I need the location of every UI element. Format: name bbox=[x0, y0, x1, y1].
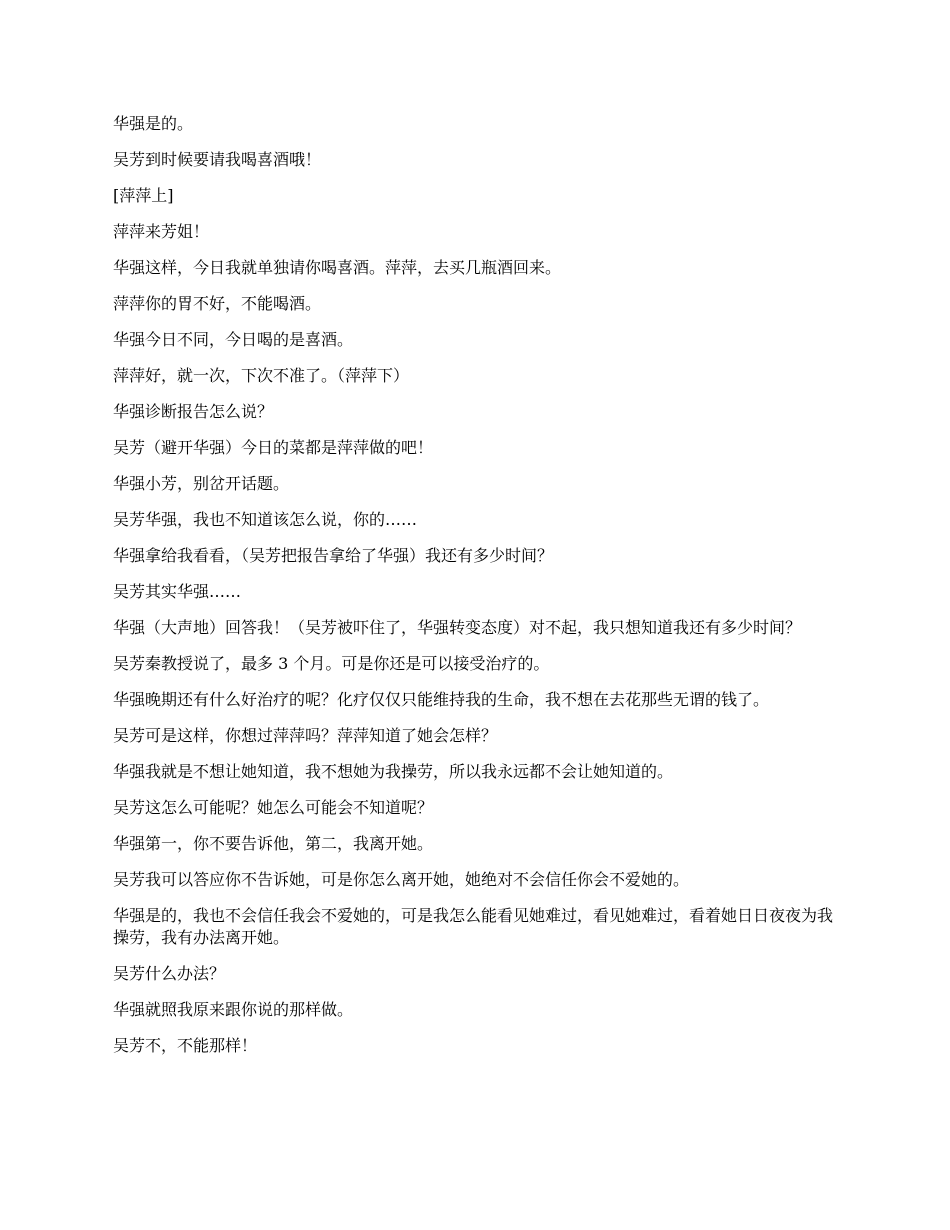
dialogue-line: 吴芳华强，我也不知道该怎么说，你的…… bbox=[113, 510, 418, 529]
dialogue-line: 吴芳不，不能那样！ bbox=[113, 1036, 258, 1055]
dialogue-line: 华强（大声地）回答我！（吴芳被吓住了，华强转变态度）对不起，我只想知道我还有多少时间？ bbox=[113, 618, 802, 637]
dialogue-line: 华强拿给我看看，（吴芳把报告拿给了华强）我还有多少时间？ bbox=[113, 546, 554, 565]
dialogue-line: 华强这样，今日我就单独请你喝喜酒。萍萍，去买几瓶酒回来。 bbox=[113, 258, 562, 277]
dialogue-line: 华强晚期还有什么好治疗的呢？化疗仅仅只能维持我的生命，我不想在去花那些无谓的钱了。 bbox=[113, 690, 770, 709]
dialogue-line: 吴芳这怎么可能呢？她怎么可能会不知道呢？ bbox=[113, 798, 434, 817]
dialogue-line: 华强诊断报告怎么说？ bbox=[113, 402, 274, 421]
script-text-body bbox=[113, 113, 843, 1071]
dialogue-line: 吴芳可是这样，你想过萍萍吗？萍萍知道了她会怎样？ bbox=[113, 726, 498, 745]
dialogue-line: 萍萍来芳姐！ bbox=[113, 222, 210, 241]
dialogue-line: 吴芳我可以答应你不告诉她，可是你怎么离开她，她绝对不会信任你会不爱她的。 bbox=[113, 870, 690, 889]
dialogue-line: 吴芳什么办法？ bbox=[113, 964, 226, 983]
dialogue-line: 吴芳秦教授说了，最多 3 个月。可是你还是可以接受治疗的。 bbox=[113, 654, 550, 673]
dialogue-line: 萍萍你的胃不好，不能喝酒。 bbox=[113, 294, 322, 313]
dialogue-line: 萍萍好，就一次，下次不准了。（萍萍下） bbox=[113, 366, 410, 385]
dialogue-line: 华强是的。 bbox=[113, 114, 194, 133]
dialogue-line: 华强小芳，别岔开话题。 bbox=[113, 474, 290, 493]
dialogue-line: 吴芳其实华强…… bbox=[113, 582, 242, 601]
dialogue-line: 华强第一，你不要告诉他，第二，我离开她。 bbox=[113, 834, 434, 853]
dialogue-line: 华强我就是不想让她知道，我不想她为我操劳，所以我永远都不会让她知道的。 bbox=[113, 762, 674, 781]
stage-direction: [萍萍上] bbox=[113, 186, 174, 205]
dialogue-line: 华强今日不同，今日喝的是喜酒。 bbox=[113, 330, 354, 349]
dialogue-line: 华强是的，我也不会信任我会不爱她的，可是我怎么能看见她难过，看见她难过，看着她日日夜夜为我操劳，我有办法离开她。 bbox=[113, 906, 834, 947]
dialogue-line: 吴芳到时候要请我喝喜酒哦！ bbox=[113, 150, 322, 169]
dialogue-line: 吴芳（避开华强）今日的菜都是萍萍做的吧！ bbox=[113, 438, 434, 457]
dialogue-line: 华强就照我原来跟你说的那样做。 bbox=[113, 1000, 354, 1019]
